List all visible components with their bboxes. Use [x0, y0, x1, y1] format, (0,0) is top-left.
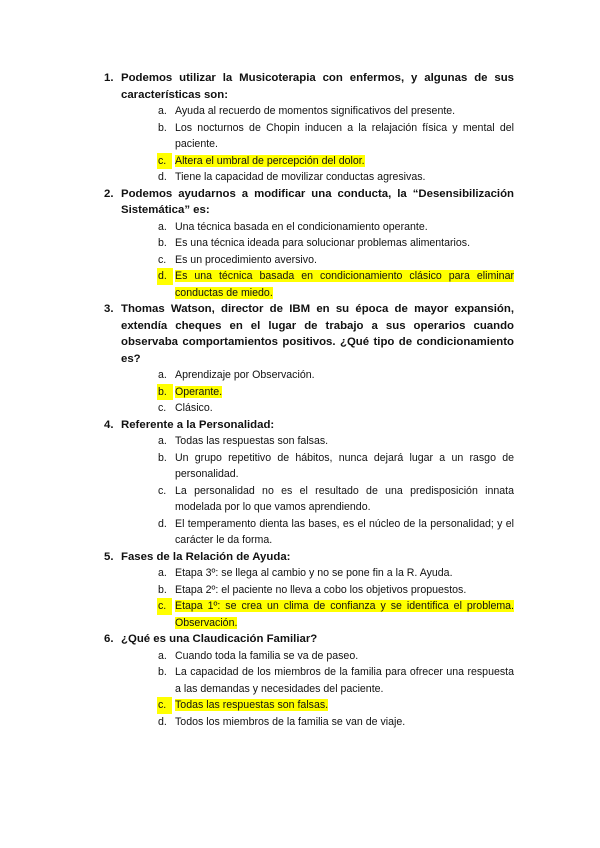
option-letter: d. — [158, 715, 167, 728]
option-item — [158, 400, 514, 417]
question-number: 2. — [104, 187, 114, 200]
option-letter: a. — [158, 567, 167, 579]
option-text-wrap — [175, 450, 514, 483]
option-item — [158, 648, 514, 665]
option-letter: b. — [158, 121, 167, 134]
option-text-wrap — [175, 400, 514, 417]
option-item — [158, 252, 514, 269]
option-text-wrap — [175, 235, 514, 252]
option-item — [158, 219, 514, 236]
option-letter: d. — [157, 268, 173, 285]
option-letter: b. — [158, 237, 167, 249]
option-text: Un grupo repetitivo de hábitos, nunca dejará lugar a un rasgo de personalidad. — [175, 451, 514, 480]
option-list — [121, 433, 514, 549]
option-item — [158, 714, 514, 731]
option-text-wrap — [175, 714, 514, 731]
option-letter: a. — [158, 105, 167, 117]
option-text-wrap — [175, 268, 514, 301]
option-text: Cuando toda la familia se va de paseo. — [175, 649, 359, 662]
option-text: Es un procedimiento aversivo. — [175, 253, 317, 266]
question-text: Podemos utilizar la Musicoterapia con enfermos, y algunas de sus características son: — [121, 72, 514, 101]
question-number: 1. — [104, 72, 114, 84]
highlighted-answer-text: Etapa 1º: se crea un clima de confianza y se identifica el problema. Observación. — [175, 600, 514, 629]
option-text-wrap — [175, 153, 514, 170]
option-text: Es una técnica ideada para solucionar problemas alimentarios. — [175, 237, 471, 249]
option-text-wrap — [175, 169, 514, 186]
option-text: La capacidad de los miembros de la familia para ofrecer una respuesta a las demandas y necesidades del paciente. — [175, 666, 514, 695]
question-text: ¿Qué es una Claudicación Familiar? — [121, 633, 318, 645]
question-item — [104, 417, 514, 549]
question-number: 5. — [104, 550, 114, 563]
question-item — [104, 70, 514, 186]
option-text-wrap — [175, 664, 514, 697]
option-text-wrap — [175, 120, 514, 153]
option-letter: b. — [158, 451, 167, 464]
option-text-wrap — [175, 367, 514, 384]
option-letter: b. — [157, 384, 173, 401]
question-item — [104, 186, 514, 302]
option-letter: b. — [158, 666, 167, 678]
option-text: Etapa 2º: el paciente no lleva a cobo los objetivos propuestos. — [175, 583, 467, 596]
highlighted-answer-text: Todas las respuestas son falsas. — [175, 699, 329, 711]
highlighted-answer-text: Operante. — [175, 385, 223, 398]
option-text: Los nocturnos de Chopin inducen a la relajación física y mental del paciente. — [175, 121, 514, 150]
option-item — [158, 120, 514, 153]
question-text: Thomas Watson, director de IBM en su época de mayor expansión, extendía cheques en el lugar de trabajo a sus operarios cuando observaba comportamientos positivos. ¿Qué tipo de condicionamiento es? — [121, 303, 514, 365]
question-item — [104, 549, 514, 632]
option-item-highlighted — [158, 697, 514, 714]
question-item — [104, 301, 514, 417]
option-item-highlighted — [158, 268, 514, 301]
option-text: Todos los miembros de la familia se van de viaje. — [175, 715, 406, 728]
option-item — [158, 516, 514, 549]
option-text: La personalidad no es el resultado de una predisposición innata modelada por lo que vamos aprendiendo. — [175, 484, 514, 513]
option-item-highlighted — [158, 384, 514, 401]
option-text: Una técnica basada en el condicionamiento operante. — [175, 220, 428, 233]
option-item — [158, 235, 514, 252]
highlighted-answer-text: Altera el umbral de percepción del dolor. — [175, 154, 365, 167]
option-text: Todas las respuestas son falsas. — [175, 435, 329, 447]
option-letter: a. — [158, 220, 167, 233]
option-letter: c. — [157, 598, 172, 615]
question-text: Fases de la Relación de Ayuda: — [121, 550, 291, 563]
option-letter: a. — [158, 649, 167, 662]
option-text-wrap — [175, 697, 514, 714]
option-letter: c. — [158, 402, 167, 414]
option-letter: c. — [157, 697, 172, 714]
option-list — [121, 648, 514, 731]
question-item — [104, 631, 514, 730]
option-list — [121, 565, 514, 631]
option-text: Tiene la capacidad de movilizar conductas agresivas. — [175, 171, 426, 183]
highlighted-answer-text: Es una técnica basada en condicionamiento clásico para eliminar conductas de miedo. — [175, 270, 514, 299]
option-text-wrap — [175, 252, 514, 269]
option-item-highlighted — [158, 153, 514, 170]
question-text: Referente a la Personalidad: — [121, 418, 275, 431]
option-letter: a. — [158, 435, 167, 447]
option-item — [158, 450, 514, 483]
option-text: Clásico. — [175, 402, 213, 414]
question-list — [104, 70, 514, 730]
option-list — [121, 103, 514, 186]
option-text-wrap — [175, 516, 514, 549]
option-letter: b. — [158, 583, 167, 596]
option-list — [121, 219, 514, 302]
option-letter: d. — [158, 517, 167, 530]
question-text: Podemos ayudarnos a modificar una conducta, la “Desensibilización Sistemática” es: — [121, 187, 514, 216]
option-text: Ayuda al recuerdo de momentos significativos del presente. — [175, 105, 456, 117]
option-item — [158, 103, 514, 120]
option-text: Etapa 3º: se llega al cambio y no se pone fin a la R. Ayuda. — [175, 567, 453, 579]
option-text-wrap — [175, 648, 514, 665]
option-item — [158, 433, 514, 450]
option-letter: a. — [158, 369, 167, 381]
option-item — [158, 664, 514, 697]
option-item — [158, 483, 514, 516]
option-text: El temperamento dienta las bases, es el núcleo de la personalidad; y el carácter le da forma. — [175, 517, 514, 546]
option-letter: c. — [157, 153, 172, 170]
question-number: 4. — [104, 418, 114, 431]
option-item — [158, 565, 514, 582]
option-text-wrap — [175, 582, 514, 599]
option-letter: c. — [158, 484, 167, 497]
option-text-wrap — [175, 103, 514, 120]
option-text-wrap — [175, 483, 514, 516]
option-item — [158, 367, 514, 384]
option-letter: d. — [158, 171, 167, 183]
option-item — [158, 169, 514, 186]
option-item — [158, 582, 514, 599]
option-text-wrap — [175, 565, 514, 582]
option-text-wrap — [175, 433, 514, 450]
option-text-wrap — [175, 598, 514, 631]
option-text-wrap — [175, 384, 514, 401]
option-letter: c. — [158, 253, 167, 266]
option-text: Aprendizaje por Observación. — [175, 369, 315, 381]
option-list — [121, 367, 514, 417]
question-number: 3. — [104, 303, 114, 315]
question-number: 6. — [104, 633, 114, 645]
option-item-highlighted — [158, 598, 514, 631]
option-text-wrap — [175, 219, 514, 236]
